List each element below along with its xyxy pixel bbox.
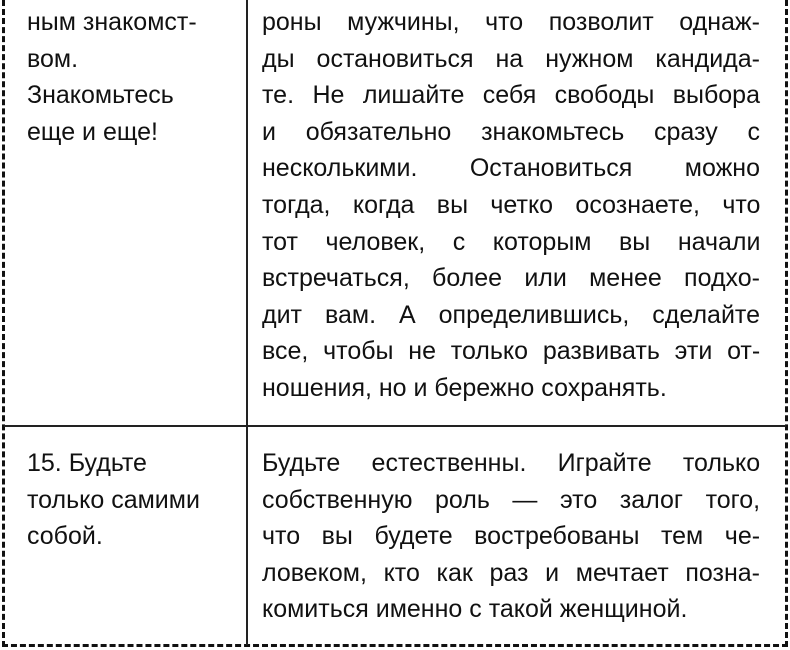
text-line: ловеком, кто как раз и мечтает позна-	[262, 558, 760, 587]
text-line: несколькими. Остановиться можно	[262, 154, 761, 183]
row2-right-cell	[262, 445, 760, 628]
row1-left-cell	[27, 4, 237, 150]
text-line: встречаться, более или менее подхо-	[262, 264, 760, 293]
text-line: еще и еще!	[27, 117, 158, 146]
column-divider	[246, 0, 248, 645]
table-border-left	[2, 0, 5, 647]
text-line: комиться именно с такой женщиной.	[262, 595, 688, 624]
text-line: тогда, когда вы четко осознаете, что	[262, 190, 761, 219]
text-line: собственную роль — это залог того,	[262, 485, 761, 514]
text-line: вом.	[27, 44, 79, 73]
text-line: ным знакомст-	[27, 8, 197, 36]
text-line: только самими	[27, 485, 200, 514]
text-line: все, чтобы не только развивать эти от-	[262, 337, 761, 366]
row1-right-cell	[262, 4, 760, 407]
text-line: что вы будете востребованы тем че-	[262, 522, 761, 551]
text-line: собой.	[27, 522, 103, 551]
text-line: Будьте естественны. Играйте только	[262, 449, 761, 477]
text-line: тот человек, с которым вы начали	[262, 227, 761, 256]
text-line: 15. Будьте	[27, 449, 147, 477]
row2-left-cell	[27, 445, 237, 555]
text-line: и обязательно знакомьтесь сразу с	[262, 117, 760, 146]
table-border-right	[785, 0, 788, 647]
row-divider	[4, 425, 786, 427]
table-border-bottom	[2, 644, 788, 647]
text-line: ношения, но и бережно сохранять.	[262, 373, 667, 402]
text-line: дит вам. А определившись, сделайте	[262, 300, 760, 329]
text-line: роны мужчины, что позволит однаж-	[262, 8, 760, 36]
text-line: Знакомьтесь	[27, 81, 174, 110]
text-line: те. Не лишайте себя свободы выбора	[262, 81, 760, 110]
text-line: ды остановиться на нужном кандида-	[262, 44, 760, 73]
